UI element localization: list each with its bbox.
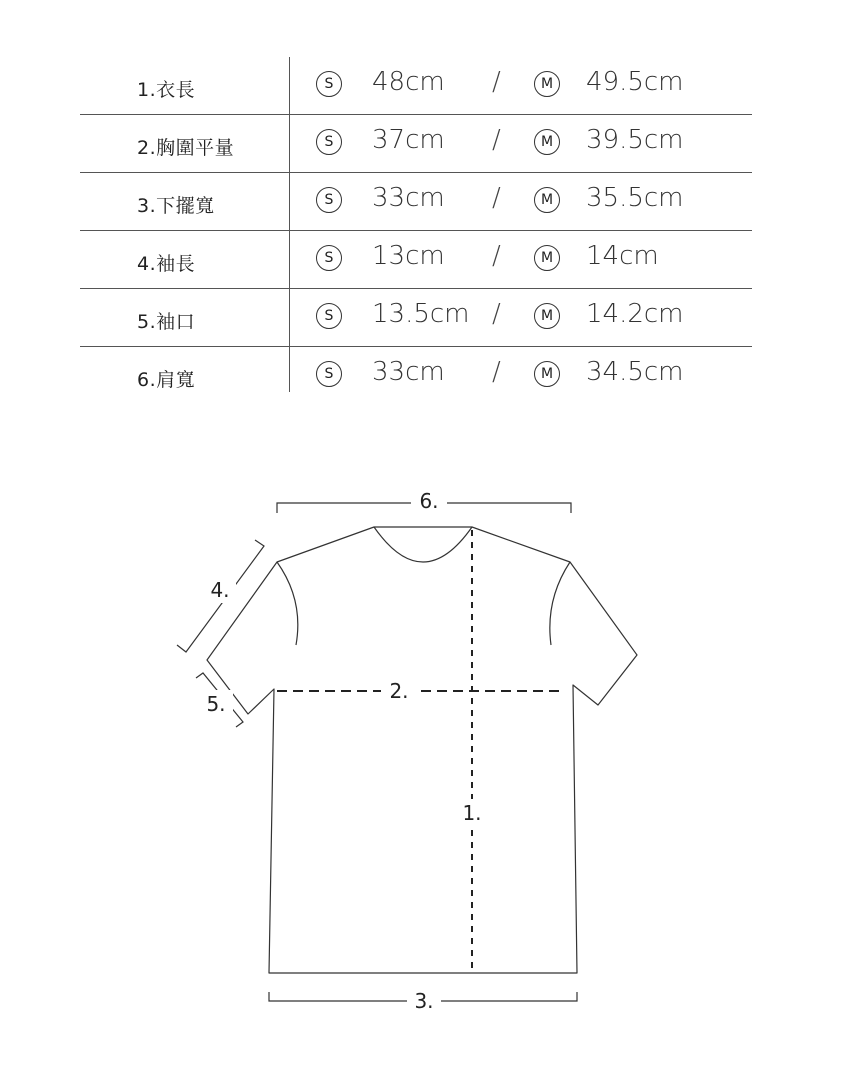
size-s-badge: S [316, 129, 342, 155]
size-m-badge: M [534, 71, 560, 97]
neckline [374, 527, 472, 562]
cuff-label: 5. [206, 692, 226, 716]
slash-separator: / [492, 299, 501, 329]
slash-separator: / [492, 125, 501, 155]
size-s-badge: S [316, 303, 342, 329]
slash-separator: / [492, 357, 501, 387]
size-s-badge: S [316, 361, 342, 387]
size-m-value: 34.5cm [586, 357, 684, 387]
size-s-value: 33cm [372, 357, 445, 387]
size-m-badge: M [534, 187, 560, 213]
row-label: 1.衣長 [137, 79, 196, 101]
size-m-value: 35.5cm [586, 183, 684, 213]
size-s-value: 48cm [372, 67, 445, 97]
size-m-badge: M [534, 303, 560, 329]
row-label: 3.下擺寬 [137, 195, 215, 217]
size-s-value: 13cm [372, 241, 445, 271]
sleeve-length-label: 4. [210, 578, 230, 602]
size-s-value: 37cm [372, 125, 445, 155]
size-m-badge: M [534, 129, 560, 155]
armhole-left [277, 562, 298, 645]
size-s-badge: S [316, 245, 342, 271]
slash-separator: / [492, 67, 501, 97]
tshirt-outline [207, 527, 637, 973]
size-m-value: 49.5cm [586, 67, 684, 97]
length-label: 1. [462, 801, 482, 825]
chest-label: 2. [389, 679, 409, 703]
shoulder-label: 6. [419, 489, 439, 513]
size-s-value: 13.5cm [372, 299, 470, 329]
row-label: 4.袖長 [137, 253, 196, 275]
row-label: 2.胸圍平量 [137, 137, 235, 159]
armhole-right [550, 562, 570, 645]
row-label: 5.袖口 [137, 311, 196, 333]
slash-separator: / [492, 183, 501, 213]
size-m-badge: M [534, 245, 560, 271]
size-m-value: 14.2cm [586, 299, 684, 329]
size-s-badge: S [316, 187, 342, 213]
size-s-value: 33cm [372, 183, 445, 213]
row-label: 6.肩寬 [137, 369, 196, 391]
size-m-badge: M [534, 361, 560, 387]
size-m-value: 39.5cm [586, 125, 684, 155]
slash-separator: / [492, 241, 501, 271]
hem-label: 3. [414, 989, 434, 1013]
size-s-badge: S [316, 71, 342, 97]
size-m-value: 14cm [586, 241, 659, 271]
